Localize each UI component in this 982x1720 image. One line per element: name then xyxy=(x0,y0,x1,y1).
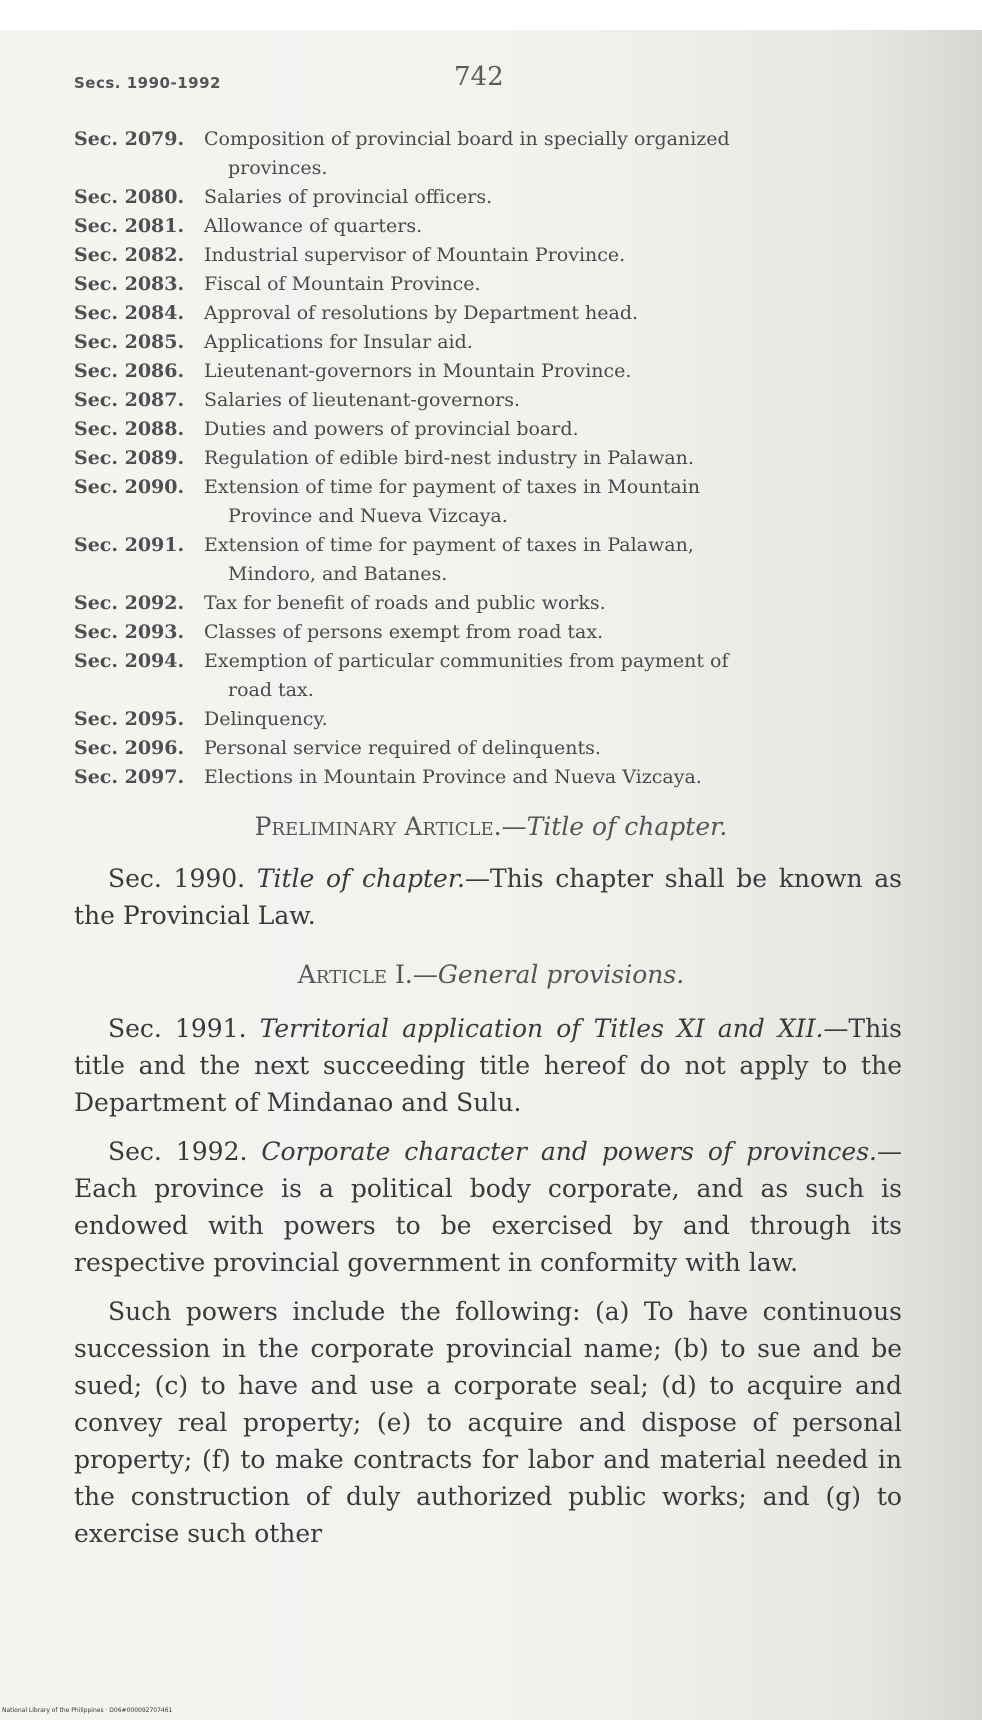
section-number: Sec. 2084. xyxy=(74,302,185,324)
sec-title: Territorial application of Titles XI and XII. xyxy=(259,1014,824,1043)
section-title-text: Personal service required of delinquents. xyxy=(204,737,601,759)
section-list-item xyxy=(74,270,904,299)
section-number: Sec. 2080. xyxy=(74,186,185,208)
section-title-text: Applications for Insular aid. xyxy=(204,331,473,353)
section-list-item xyxy=(74,212,904,241)
section-title-text: Duties and powers of provincial board. xyxy=(204,418,579,440)
section-number: Sec. 2096. xyxy=(74,737,185,759)
section-number: Sec. 2086. xyxy=(74,360,185,382)
article-1-body xyxy=(74,1010,902,1552)
section-list-item xyxy=(74,386,904,415)
section-title-text: Exemption of particular communities from payment of xyxy=(204,650,729,672)
sec-number: Sec. 1990. xyxy=(108,864,246,893)
powers-paragraph: Such powers include the following: (a) To have continuous succession in the corporate provincial name; (b) to sue and be sued; (c) to have and use a corporate seal; (d) to acquire and convey real property; (e) to acquire and dispose of personal property; (f) to make contracts for labor and material needed in the construction of duly authorized public works; and (g) to exercise such other xyxy=(74,1297,902,1548)
section-list-item xyxy=(74,183,904,212)
section-title-text: Composition of provincial board in specially organized xyxy=(204,128,730,150)
section-list-item xyxy=(74,357,904,386)
article-label: Article I. xyxy=(297,960,413,989)
section-1991 xyxy=(74,1010,902,1121)
section-number: Sec. 2094. xyxy=(74,650,185,672)
running-head: Secs. 1990-1992 xyxy=(74,74,221,92)
section-list-item xyxy=(74,618,904,647)
section-1990 xyxy=(74,860,902,934)
section-title-text: Salaries of provincial officers. xyxy=(204,186,493,208)
section-title-text: Extension of time for payment of taxes in Palawan, xyxy=(204,534,694,556)
section-title-text: Delinquency. xyxy=(204,708,328,730)
section-number: Sec. 2079. xyxy=(74,128,185,150)
section-list-item xyxy=(74,241,904,270)
section-title xyxy=(204,241,904,270)
section-title xyxy=(204,531,904,589)
section-list-item xyxy=(74,647,904,705)
section-list-item xyxy=(74,444,904,473)
section-title-text: Extension of time for payment of taxes in Mountain xyxy=(204,476,700,498)
section-title-text: Regulation of edible bird-nest industry in Palawan. xyxy=(204,447,694,469)
section-title xyxy=(204,183,904,212)
section-number: Sec. 2089. xyxy=(74,447,185,469)
section-title-text: Industrial supervisor of Mountain Province. xyxy=(204,244,626,266)
sec-text: —Each province is a political body corporate, and as such is endowed with powers to be exercised by and through its respective provincial government in conformity with law. xyxy=(74,1137,902,1277)
section-title xyxy=(204,299,904,328)
section-number: Sec. 2095. xyxy=(74,708,185,730)
sec-number: Sec. 1992. xyxy=(108,1137,248,1166)
preliminary-title: —Title of chapter. xyxy=(501,812,728,841)
section-number: Sec. 2091. xyxy=(74,534,185,556)
sec-text: —This chapter shall be known as the Provincial Law. xyxy=(74,864,902,930)
article-1-heading xyxy=(0,960,982,989)
section-number: Sec. 2088. xyxy=(74,418,185,440)
section-number: Sec. 2092. xyxy=(74,592,185,614)
section-title xyxy=(204,763,904,792)
page-header xyxy=(74,62,894,102)
section-title xyxy=(204,618,904,647)
section-list-item xyxy=(74,763,904,792)
section-list-item xyxy=(74,328,904,357)
section-list-item xyxy=(74,531,904,589)
section-number: Sec. 2085. xyxy=(74,331,185,353)
section-title-text: Fiscal of Mountain Province. xyxy=(204,273,481,295)
sec-title: Corporate character and powers of provinces. xyxy=(261,1137,877,1166)
section-number: Sec. 2097. xyxy=(74,766,185,788)
section-number: Sec. 2087. xyxy=(74,389,185,411)
section-title xyxy=(204,589,904,618)
section-title-text: Lieutenant-governors in Mountain Province. xyxy=(204,360,632,382)
sec-text: —This title and the next succeeding title hereof do not apply to the Department of Mindanao and Sulu. xyxy=(74,1014,903,1117)
section-title-continued: Mindoro, and Batanes. xyxy=(228,563,448,585)
section-number: Sec. 2090. xyxy=(74,476,185,498)
section-number: Sec. 2082. xyxy=(74,244,185,266)
section-list-item xyxy=(74,705,904,734)
section-title xyxy=(204,270,904,299)
section-title-continued: Province and Nueva Vizcaya. xyxy=(228,505,508,527)
section-title xyxy=(204,386,904,415)
section-title xyxy=(204,705,904,734)
section-title-continued: road tax. xyxy=(228,679,314,701)
section-list-item xyxy=(74,589,904,618)
section-list xyxy=(74,125,904,792)
section-title xyxy=(204,328,904,357)
preliminary-label: Preliminary Article. xyxy=(254,812,502,841)
page-number: 742 xyxy=(454,62,504,92)
section-1992 xyxy=(74,1133,902,1281)
section-number: Sec. 2081. xyxy=(74,215,185,237)
sec-number: Sec. 1991. xyxy=(108,1014,247,1043)
section-title xyxy=(204,125,904,183)
section-title-continued: provinces. xyxy=(228,157,328,179)
section-list-item xyxy=(74,125,904,183)
section-title xyxy=(204,647,904,705)
section-number: Sec. 2093. xyxy=(74,621,185,643)
section-list-item xyxy=(74,473,904,531)
section-title-text: Elections in Mountain Province and Nueva Vizcaya. xyxy=(204,766,702,788)
section-number: Sec. 2083. xyxy=(74,273,185,295)
section-title-text: Approval of resolutions by Department head. xyxy=(204,302,639,324)
scan-footer: National Library of the Philippines · D06#000092707461 xyxy=(2,1707,173,1714)
section-title xyxy=(204,473,904,531)
section-title-text: Salaries of lieutenant-governors. xyxy=(204,389,521,411)
section-title xyxy=(204,415,904,444)
section-list-item xyxy=(74,415,904,444)
section-title xyxy=(204,444,904,473)
section-title xyxy=(204,212,904,241)
section-list-item xyxy=(74,734,904,763)
section-title xyxy=(204,357,904,386)
preliminary-heading xyxy=(0,812,982,841)
sec-title: Title of chapter. xyxy=(256,864,465,893)
section-title-text: Allowance of quarters. xyxy=(204,215,423,237)
article-title: —General provisions. xyxy=(412,960,685,989)
section-title-text: Tax for benefit of roads and public works. xyxy=(204,592,606,614)
section-title-text: Classes of persons exempt from road tax. xyxy=(204,621,604,643)
section-title xyxy=(204,734,904,763)
section-list-item xyxy=(74,299,904,328)
